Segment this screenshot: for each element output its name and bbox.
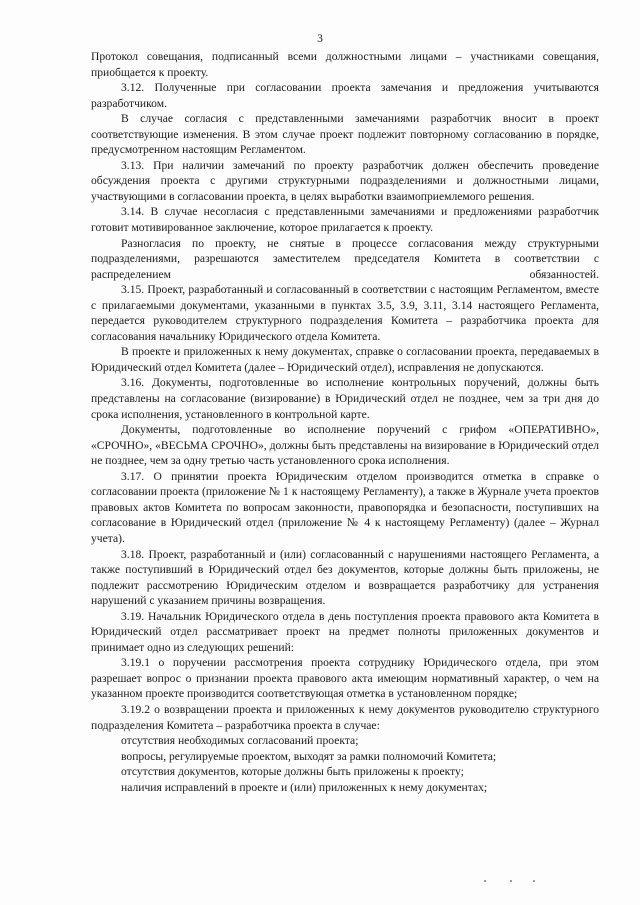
paragraph-3-13: 3.13. При наличии замечаний по проекту разработчик должен обеспечить проведение обсуждения проекта с другими структурными подразделениями и должностными лицами, участвующими в согласовании проекта, в целях выработки взаимоприемлемого решения. — [91, 158, 599, 203]
return-reason-item: отсутствия необходимых согласований проекта; — [121, 734, 359, 748]
regulation-text — [91, 49, 599, 795]
paragraph-3-15: 3.15. Проект, разработанный и согласованный в соответствии с настоящим Регламентом, вместе с прилагаемыми документами, указанными в пунктах 3.5, 3.9, 3.11, 3.14 настоящего Регламента, передается руководителем структурного подразделения Комитета – разработчика проекта для согласования начальнику Юридического отдела Комитета. — [91, 283, 599, 343]
paragraph-3-12: 3.12. Полученные при согласовании проекта замечания и предложения учитываются разработчиком. — [91, 81, 599, 110]
paragraph-3-16: 3.16. Документы, подготовленные во исполнение контрольных поручений, должны быть представлены на согласование (визирование) в Юридический отдел не позднее, чем за три дня до срока исполнения, установленного в контрольной карте. — [91, 376, 599, 421]
return-reason-item: отсутствия документов, которые должны быть приложены к проекту; — [121, 765, 464, 779]
return-reason-item: наличия исправлений в проекте и (или) приложенных к нему документах; — [121, 780, 488, 794]
paragraph-3-18: 3.18. Проект, разработанный и (или) согласованный с нарушениями настоящего Регламента, а также поступивший в Юридический отдел без документов, которые должны быть приложены, не подлежит рассмотрению Юридическим отделом и возвращается разработчику для устранения нарушений с указанием причины возвращения. — [91, 547, 599, 608]
scan-specks — [470, 878, 550, 884]
paragraph-protocol: Протокол совещания, подписанный всеми должностными лицами – участниками совещания, приобщается к проекту. — [91, 50, 599, 79]
paragraph-3-14-disagree: Разногласия по проекту, не снятые в процессе согласования между структурными подразделениями, разрешаются заместителем председателя Комитета в соответствии с распределением обязанностей. — [91, 236, 599, 281]
paragraph-3-12-agree: В случае согласия с представленными замечаниями разработчик вносит в проект соответствующие изменения. В этом случае проект подлежит повторному согласованию в порядке, предусмотренном настоящим Регламентом. — [91, 112, 599, 157]
paragraph-3-19: 3.19. Начальник Юридического отдела в день поступления проекта правового акта Комитета в Юридический отдел рассматривает проект на предмет полноты приложенных документов и принимает одно из следующих решений: — [91, 609, 599, 654]
paragraph-3-16-urgent: Документы, подготовленные во исполнение поручений с грифом «ОПЕРАТИВНО», «СРОЧНО», «ВЕСЬМА СРОЧНО», должны быть представлены на визирование в Юридический отдел не позднее, чем за одну третью часть установленного срока исполнения. — [91, 423, 599, 468]
paragraph-3-15-corrections: В проекте и приложенных к нему документах, справке о согласовании проекта, передаваемых в Юридический отдел Комитета (далее – Юридический отдел), исправления не допускаются. — [91, 345, 599, 374]
paragraph-3-14: 3.14. В случае несогласия с представленными замечаниями и предложениями разработчик готовит мотивированное заключение, которое прилагается к проекту. — [91, 205, 599, 235]
return-reason-item: вопросы, регулируемые проектом, выходят за рамки полномочий Комитета; — [121, 749, 497, 763]
paragraph-3-17: 3.17. О принятии проекта Юридическим отделом производится отметка в справке о согласовании проекта (приложение № 1 к настоящему Регламенту), а также в Журнале учета проектов правовых актов Комитета по вопросам законности, правопорядка и безопасности, поступивших на согласование в Юридический отдел (приложение № 4 к настоящему Регламенту) (далее – Журнал учета). — [91, 469, 599, 545]
paragraph-3-19-1: 3.19.1 о поручении рассмотрения проекта сотруднику Юридического отдела, при этом разрешает вопрос о признании проекта правового акта имеющим нормативный характер, о чем на указанном проекте производится соответствующая отметка в установленном порядке; — [91, 656, 599, 701]
page-number: 3 — [317, 33, 323, 45]
paragraph-3-19-2: 3.19.2 о возвращении проекта и приложенных к нему документов руководителю структурного подразделения Комитета – разработчика проекта в случае: — [91, 702, 599, 732]
